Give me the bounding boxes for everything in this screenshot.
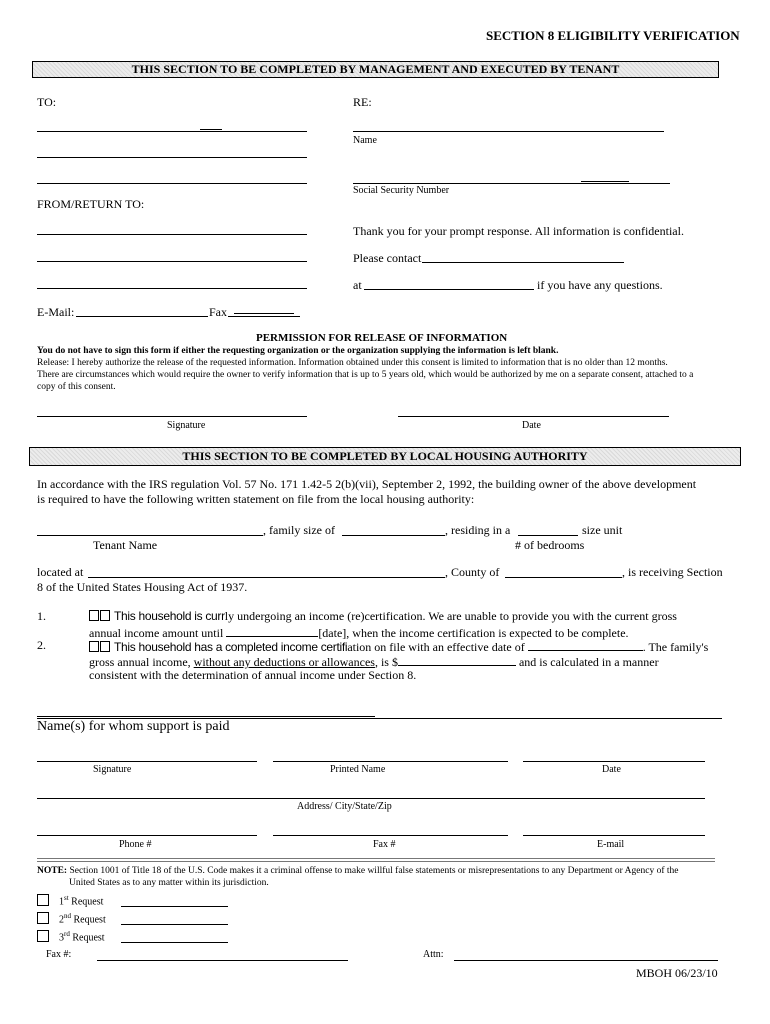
- item-1-date-text: [date], when the income certification is expected to be complete.: [318, 626, 629, 640]
- thank-you-text: Thank you for your prompt response. All information is confidential.: [353, 224, 684, 238]
- release-heading: PERMISSION FOR RELEASE OF INFORMATION: [256, 332, 508, 344]
- re-name-line[interactable]: [353, 131, 664, 132]
- email-address-line[interactable]: [523, 835, 705, 836]
- from-return-label: FROM/RETURN TO:: [37, 197, 145, 211]
- please-contact-label: Please contact: [353, 251, 422, 265]
- email-label: E-Mail:: [37, 305, 75, 319]
- note-label: NOTE:: [37, 866, 68, 876]
- to-label: TO:: [37, 95, 57, 109]
- receiving-section-label: , is receiving Section: [622, 565, 723, 579]
- email-caption: E-mail: [597, 839, 625, 850]
- family-size-line[interactable]: [342, 535, 445, 536]
- item-1-checkbox-a[interactable]: [89, 610, 99, 621]
- irs-intro-line-1: In accordance with the IRS regulation Vol. 57 No. 171 1.42-5 2(b)(vii), September 2, 1992, the building owner of the above development: [37, 477, 697, 491]
- release-text-3: copy of this consent.: [37, 382, 116, 392]
- note-divider: [37, 858, 715, 862]
- from-line-3[interactable]: [37, 288, 307, 289]
- date-line[interactable]: [523, 761, 705, 762]
- request-1-line[interactable]: [121, 906, 228, 907]
- questions-text: if you have any questions.: [537, 278, 663, 292]
- item-1-line-1: [89, 609, 677, 624]
- item-2-text: ation on file with an effective date of: [347, 640, 525, 654]
- fax-number-line[interactable]: [273, 835, 508, 836]
- note-text-1: Section 1001 of Title 18 of the U.S. Code makes it a criminal offense to make willful false statements or misrepresentations to any Department or Agency of the: [67, 866, 679, 876]
- item-1-text: ly undergoing an income (re)certification. We are unable to provide you with the current gross: [224, 609, 677, 623]
- ssn-caption: Social Security Number: [353, 185, 450, 196]
- signature-caption: Signature: [93, 764, 132, 775]
- release-text-1: Release: I hereby authorize the release of the requested information. Information obtained under this consent is limited to information that is no older than 12 months.: [37, 358, 668, 368]
- section2-banner-text: THIS SECTION TO BE COMPLETED BY LOCAL HOUSING AUTHORITY: [182, 449, 588, 463]
- no-deductions-text: without any deductions or allowances: [193, 655, 375, 669]
- item-2-number: 2.: [37, 638, 46, 652]
- section1-banner-text: THIS SECTION TO BE COMPLETED BY MANAGEMENT AND EXECUTED BY TENANT: [131, 62, 620, 76]
- date-caption: Date: [602, 764, 621, 775]
- printed-name-caption: Printed Name: [330, 764, 386, 775]
- request-2-line[interactable]: [121, 924, 228, 925]
- email-line[interactable]: [76, 316, 208, 317]
- item-2-checkbox-b[interactable]: [100, 641, 110, 652]
- phone-line[interactable]: [37, 835, 257, 836]
- request-3-line[interactable]: [121, 942, 228, 943]
- item-2-family-text: . The family's: [642, 640, 709, 654]
- location-line[interactable]: [88, 577, 445, 578]
- income-dollar-label: , is $: [374, 655, 398, 669]
- release-notice: You do not have to sign this form if either the requesting organization or the organization supplying the information is left blank.: [37, 346, 559, 356]
- form-title: SECTION 8 ELIGIBILITY VERIFICATION: [486, 28, 740, 43]
- located-at-label: located at: [37, 565, 84, 579]
- item-2-line-3: consistent with the determination of annual income under Section 8.: [89, 668, 417, 682]
- residing-label: , residing in a: [445, 523, 511, 537]
- names-support-label: Name(s) for whom support is paid: [37, 719, 230, 734]
- irs-intro-line-2: is required to have the following written statement on file from the local housing authority:: [37, 492, 475, 506]
- gross-income-line[interactable]: [398, 653, 516, 666]
- calculated-text: and is calculated in a manner: [518, 655, 659, 669]
- address-caption: Address/ City/State/Zip: [297, 801, 392, 812]
- contact-line[interactable]: [422, 262, 624, 263]
- address-line[interactable]: [37, 798, 705, 799]
- item-1-number: 1.: [37, 609, 46, 623]
- release-signature-caption: Signature: [167, 420, 206, 431]
- to-line-1-mark: [200, 129, 222, 130]
- tenant-name-line[interactable]: [37, 535, 263, 536]
- section2-banner: [29, 447, 741, 466]
- request-1-label: 1st Request: [59, 894, 104, 908]
- family-size-label: , family size of: [263, 523, 335, 537]
- item-1-sans-text: This household is curr: [114, 609, 225, 623]
- to-line-1[interactable]: [37, 131, 307, 132]
- effective-date-line[interactable]: [528, 638, 643, 651]
- fax-line[interactable]: [228, 316, 300, 317]
- ssn-line[interactable]: [353, 183, 670, 184]
- item-2-checkbox-a[interactable]: [89, 641, 99, 652]
- note-line-2: United States as to any matter within its jurisdiction.: [69, 878, 269, 888]
- bedrooms-caption: # of bedrooms: [515, 538, 585, 552]
- request-3-checkbox[interactable]: [37, 930, 49, 942]
- section1-banner: [32, 61, 719, 78]
- to-line-3[interactable]: [37, 183, 307, 184]
- phone-caption: Phone #: [119, 839, 152, 850]
- signature-line[interactable]: [37, 761, 257, 762]
- housing-act-text: 8 of the United States Housing Act of 1937.: [37, 580, 248, 594]
- item-2-sans-text: This household has a completed income certifi: [114, 640, 348, 654]
- printed-name-line[interactable]: [273, 761, 508, 762]
- names-top-line-mark: [37, 716, 375, 717]
- ssn-line-mark: [581, 181, 629, 182]
- release-text-2: There are circumstances which would require the owner to verify information that is up to 5 years old, which would be authorized by me on a separate consent, attached to a: [37, 370, 694, 380]
- size-unit-label: size unit: [582, 523, 623, 537]
- footer-attn-line[interactable]: [454, 960, 718, 961]
- footer-attn-label: Attn:: [423, 949, 444, 960]
- fax-label: Fax: [209, 305, 227, 319]
- re-label: RE:: [353, 95, 372, 109]
- release-date-line[interactable]: [398, 416, 669, 417]
- footer-fax-label: Fax #:: [46, 949, 72, 960]
- request-3-label: 3rd Request: [59, 930, 105, 944]
- request-1-checkbox[interactable]: [37, 894, 49, 906]
- to-line-2[interactable]: [37, 157, 307, 158]
- item-1-until-label: annual income amount until: [89, 626, 224, 640]
- note-line-1: [37, 866, 678, 876]
- form-code: MBOH 06/23/10: [636, 966, 718, 980]
- at-label: at: [353, 278, 362, 292]
- from-line-2[interactable]: [37, 261, 307, 262]
- name-caption: Name: [353, 135, 377, 146]
- release-date-caption: Date: [522, 420, 541, 431]
- county-line[interactable]: [505, 577, 622, 578]
- income-until-date-line[interactable]: [226, 624, 318, 637]
- gross-income-label: gross annual income,: [89, 655, 191, 669]
- at-line[interactable]: [364, 289, 534, 290]
- tenant-name-caption: Tenant Name: [93, 538, 158, 552]
- from-line-1[interactable]: [37, 234, 307, 235]
- county-label: , County of: [445, 565, 500, 579]
- request-2-label: 2nd Request: [59, 912, 106, 926]
- fax-caption: Fax #: [373, 839, 396, 850]
- bedrooms-line[interactable]: [518, 535, 578, 536]
- footer-fax-line[interactable]: [97, 960, 348, 961]
- release-signature-line[interactable]: [37, 416, 307, 417]
- fax-line-mark: [234, 313, 294, 314]
- request-2-checkbox[interactable]: [37, 912, 49, 924]
- item-1-checkbox-b[interactable]: [100, 610, 110, 621]
